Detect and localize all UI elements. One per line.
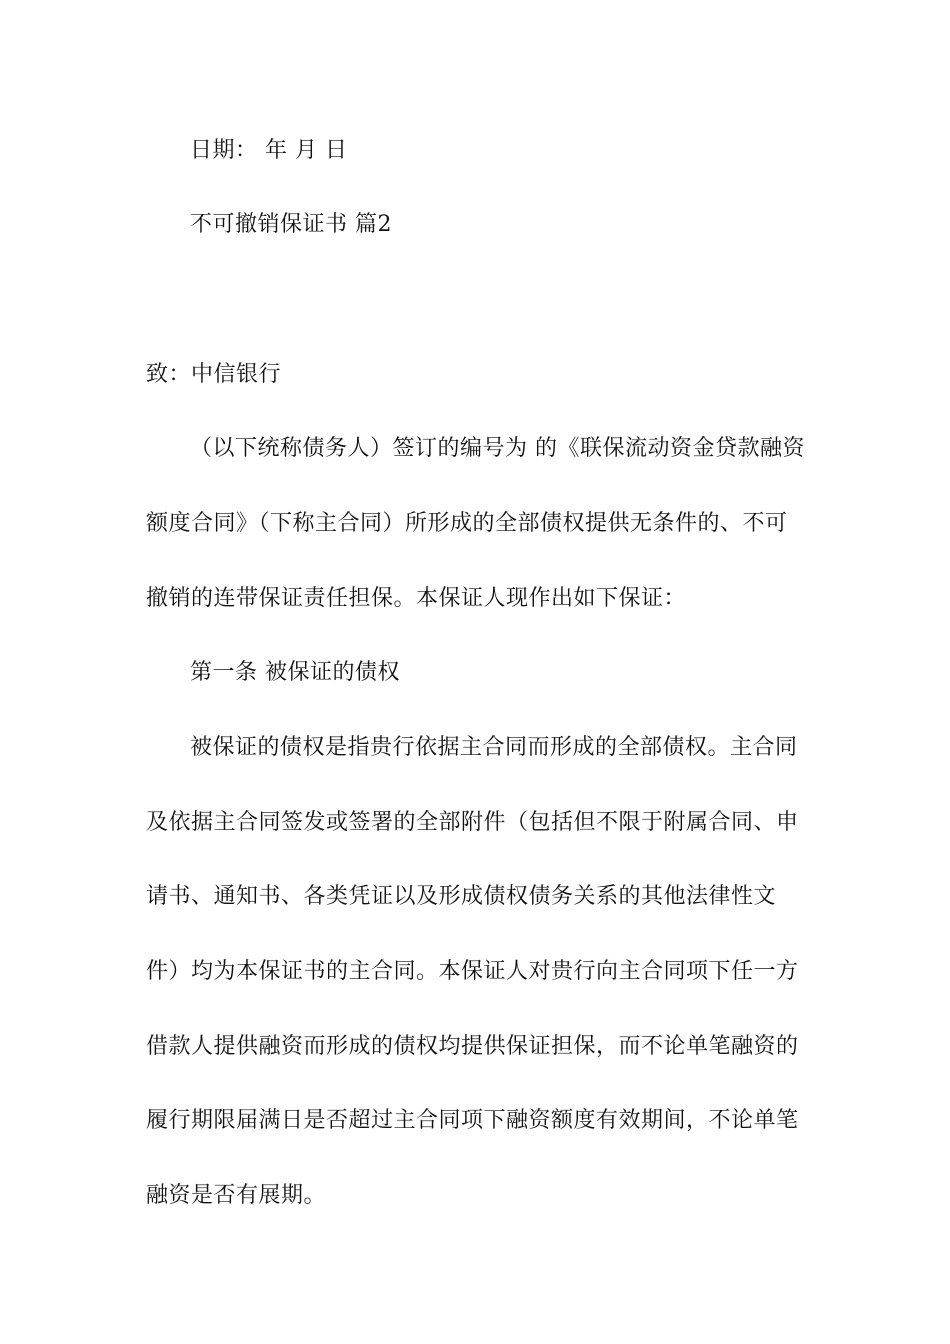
addressee: 致：中信银行 — [146, 362, 282, 387]
section-title: 不可撤销保证书 篇2 — [190, 212, 392, 237]
date-line: 日期： 年 月 日 — [190, 138, 348, 163]
article-line: 件）均为本保证书的主合同。本保证人对贵行向主合同项下任一方 — [146, 959, 799, 984]
article-line: 被保证的债权是指贵行依据主合同而形成的全部债权。主合同 — [190, 735, 798, 760]
article-line: 借款人提供融资而形成的债权均提供保证担保，而不论单笔融资的 — [146, 1034, 799, 1059]
intro-line: （以下统称债务人）签订的编号为 的《联保流动资金贷款融资 — [190, 436, 805, 461]
article-line: 融资是否有展期。 — [146, 1183, 327, 1208]
intro-line: 额度合同》（下称主合同）所形成的全部债权提供无条件的、不可 — [146, 511, 788, 536]
article-line: 及依据主合同签发或签署的全部附件（包括但不限于附属合同、申 — [146, 810, 799, 835]
article-line: 请书、通知书、各类凭证以及形成债权债务关系的其他法律性文 — [146, 884, 777, 909]
intro-line: 撤销的连带保证责任担保。本保证人现作出如下保证： — [146, 586, 687, 611]
article-line: 履行期限届满日是否超过主合同项下融资额度有效期间，不论单笔 — [146, 1108, 799, 1133]
article-title: 第一条 被保证的债权 — [190, 660, 400, 685]
